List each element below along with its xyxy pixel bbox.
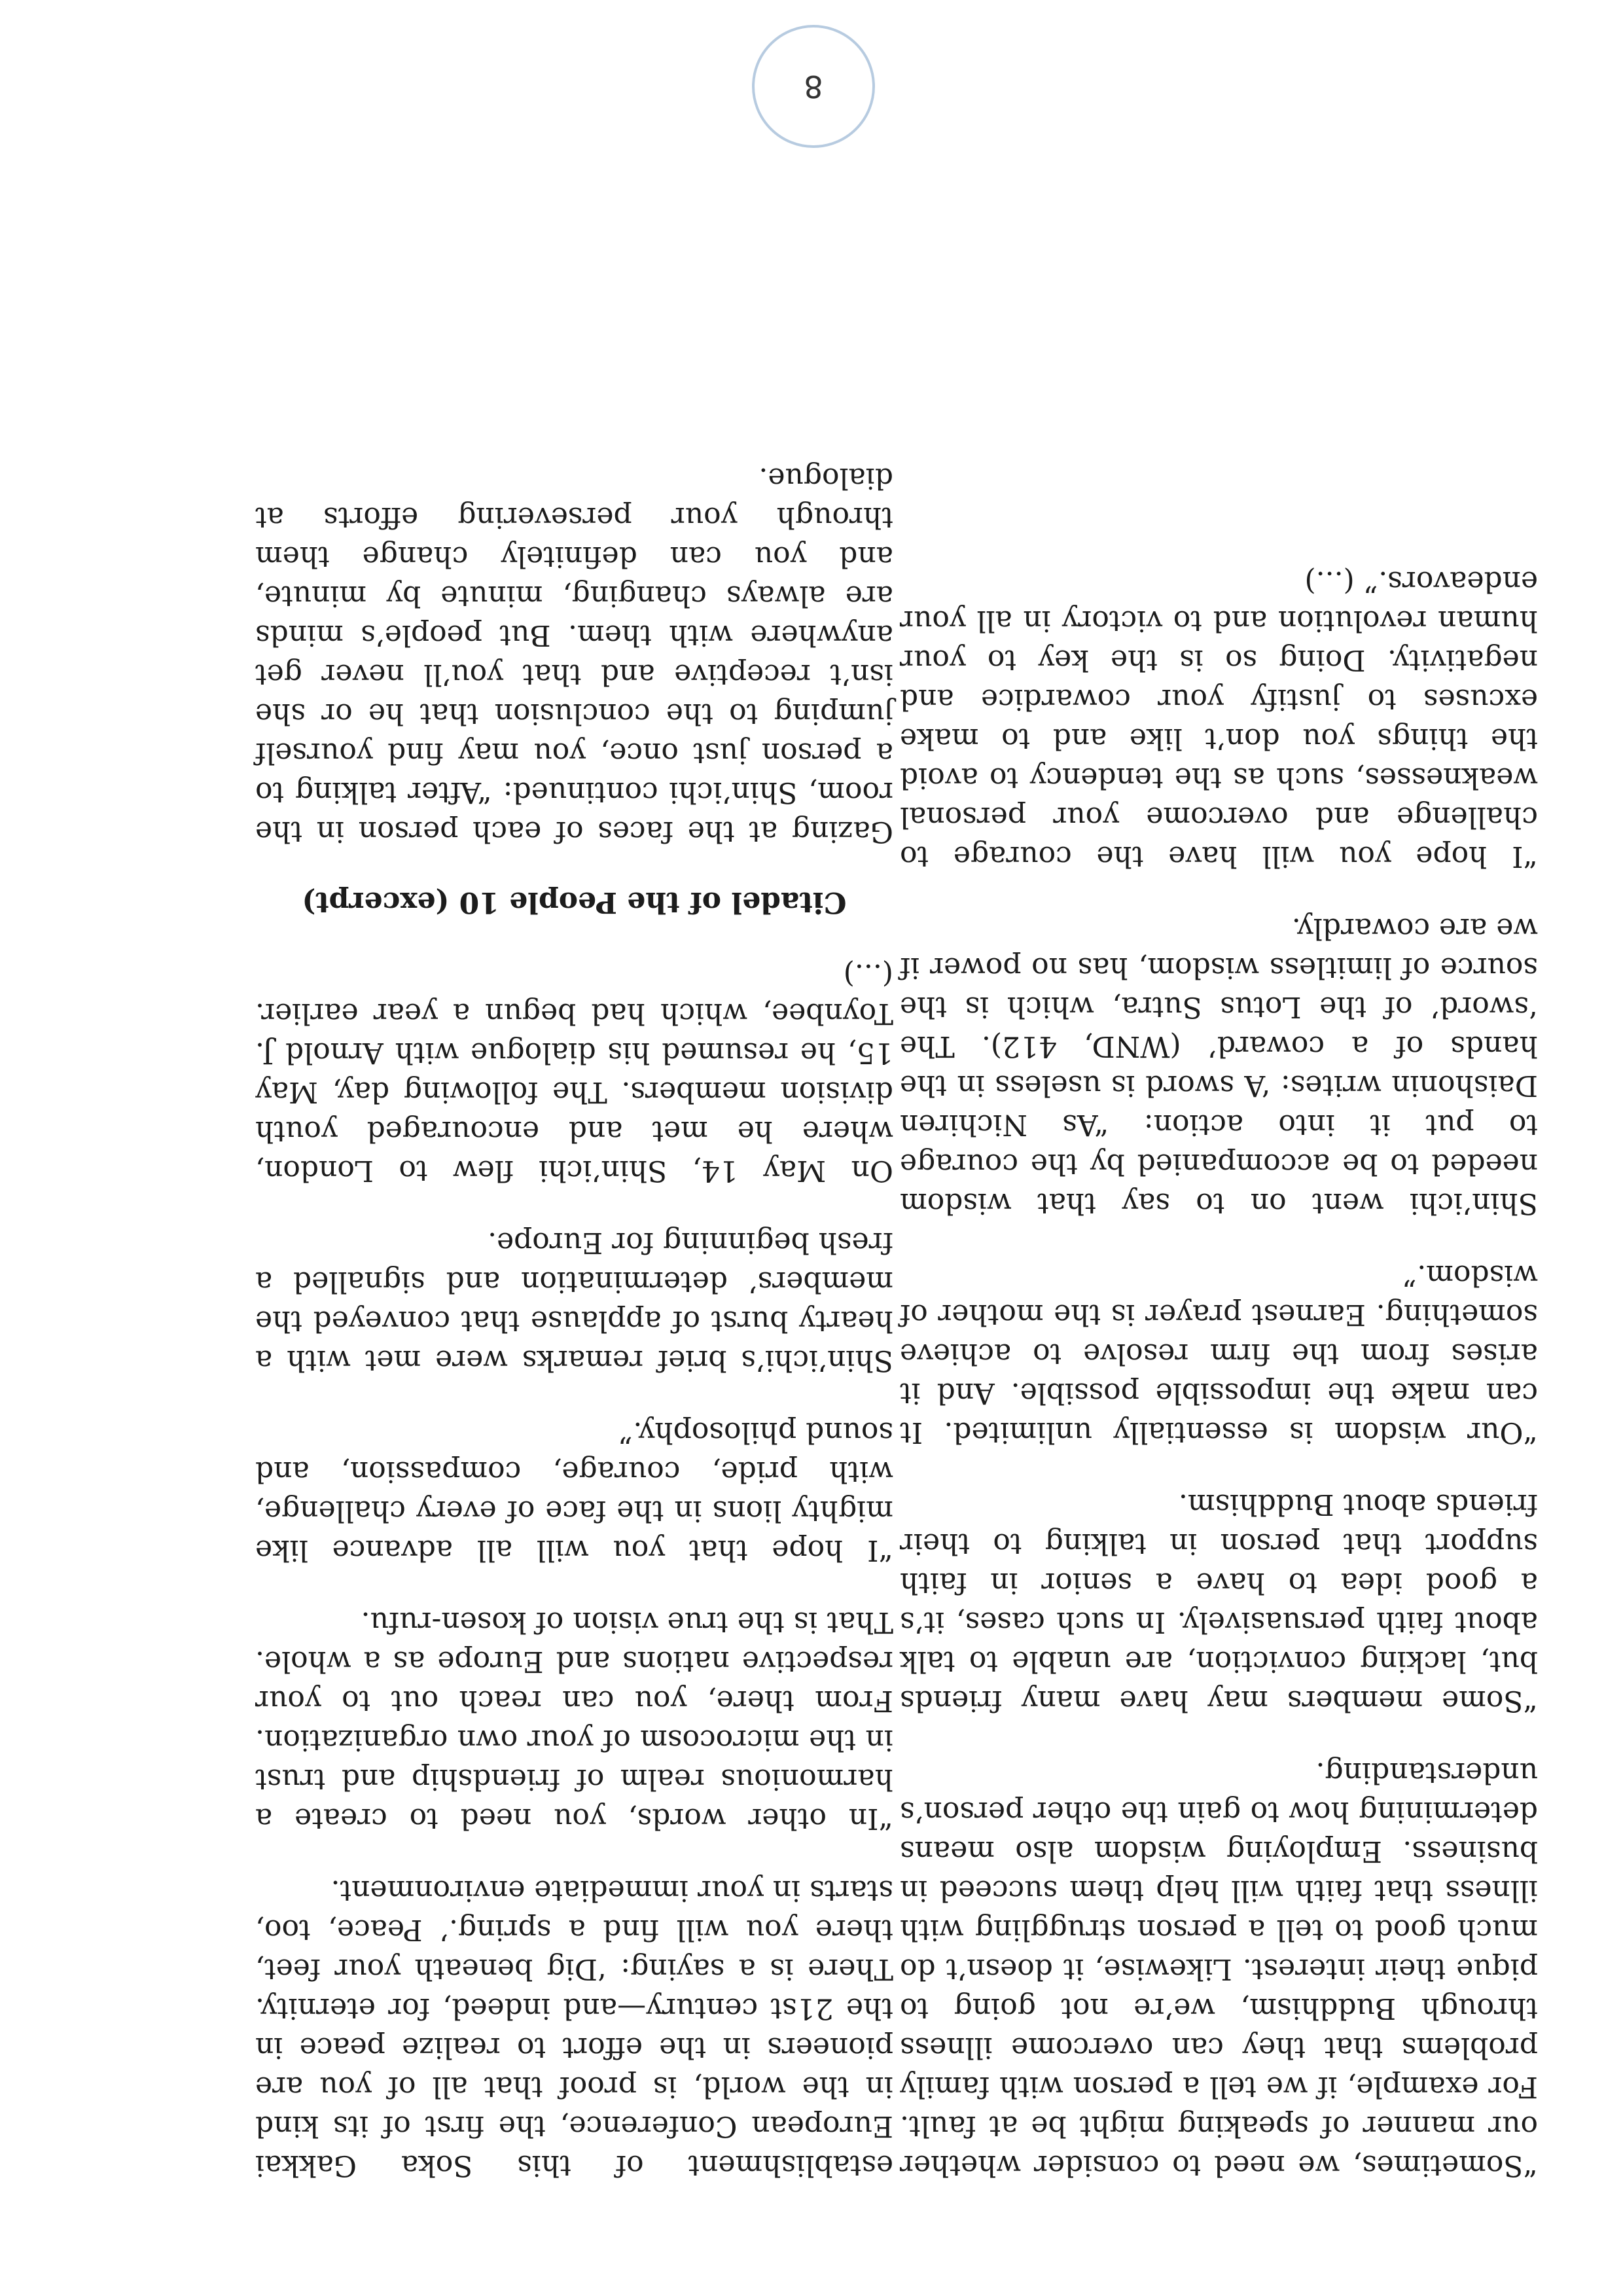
page-number: 8 xyxy=(804,69,823,104)
paragraph: “Some members may have many friends but, lacking conviction, are unable to talk about faith persuasively. In such cases, it’s a good idea to have a senior in faith support that person in talking to their friends about Buddhism. xyxy=(900,1488,1538,1717)
paragraph: Gazing at the faces of each person in the room, Shin’ichi continued: “After talking to a person just once, you may find yourself jumping to the conclusion that he or she isn’t receptive and that you’ll never get anywhere with them. But people’s minds are always changing, minute by minute, and you can definitely change them through your persevering efforts at dialogue. xyxy=(255,461,893,848)
paragraph: “In other words, you need to create a harmonious realm of friendship and trust in the microcosm of your own organization. From there, you can reach out to your respective nations and Europe as a whole. That is the true vision of kosen-rufu. xyxy=(255,1605,893,1835)
paragraph: establishment of this Soka Gakkai European Conference, the first of its kind in the world, is proof that all of you are pioneers in the effort to realize peace in the 21st century—and indeed, for eternity. There is a saying: ‘Dig beneath your feet, there you will find a spring.’ Peace, too, starts in your immediate environment. xyxy=(255,1874,893,2182)
paragraph: “I hope that you will all advance like mighty lions in the face of every challenge, with pride, courage, compassion, and sound philosophy.” xyxy=(255,1416,893,1567)
left-column xyxy=(255,425,893,2185)
right-column xyxy=(900,529,1538,2185)
paragraph: “Sometimes, we need to consider whether our manner of speaking might be at fault. For example, if we tell a person with family problems that they can overcome illness through Buddhism, we’re not going to pique their interest. Likewise, it doesn’t do much good to tell a person struggling with illness that faith will help them succeed in business. Employing wisdom also means determining how to gain the other person’s understanding. xyxy=(900,1756,1538,2182)
paragraph: On May 14, Shin’ichi flew to London, where he met and encouraged youth division members. The following day, May 15, he resumed his dialogue with Arnold J. Toynbee, which had begun a year earlier. (...) xyxy=(255,958,893,1187)
section-heading: Citadel of the People 10 (excerpt) xyxy=(302,886,847,919)
paragraph: Shin’ichi went on to say that wisdom needed to be accompanied by the courage to put it into action: “As Nichiren Daishonin writes: ‘A sword is useless in the hands of a coward’ (WND, 412). The ‘sword’ of the Lotus Sutra, which is the source of limitless wisdom, has no power if we are cowardly. xyxy=(900,912,1538,1220)
page-number-badge xyxy=(752,25,875,148)
paragraph: Shin’ichi’s brief remarks were met with a hearty burst of applause that conveyed the members’ determination and signalled a fresh beginning for Europe. xyxy=(255,1226,893,1377)
paragraph: “I hope you will have the courage to challenge and overcome your personal weaknesses, such as the tendency to avoid the things you don’t like and to make excuses to justify your cowardice and negativity. Doing so is the key to your human revolution and to victory in all your endeavors.” (...) xyxy=(900,565,1538,873)
paragraph: “Our wisdom is essentially unlimited. It can make the impossible possible. And it arises from the firm resolve to achieve something. Earnest prayer is the mother of wisdom.” xyxy=(900,1259,1538,1449)
